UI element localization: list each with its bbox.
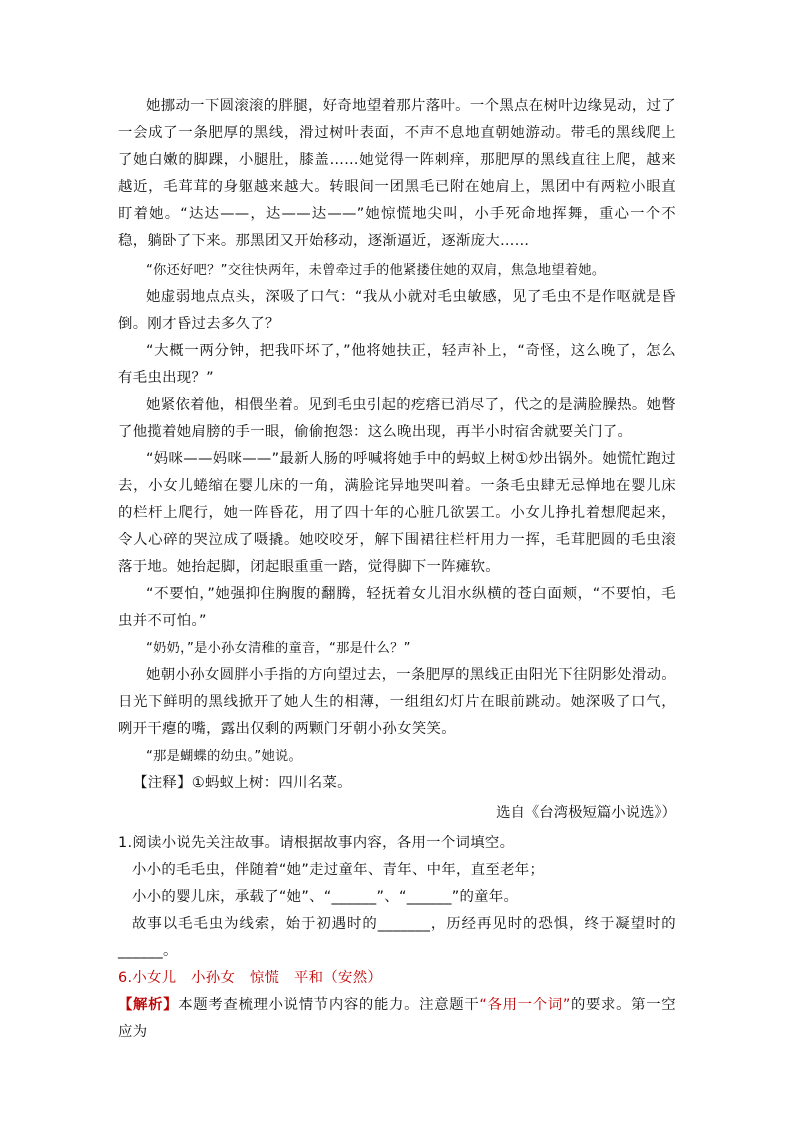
analysis-text-b: 的要求。第一空应为 (118, 997, 676, 1040)
story-paragraph-6: “妈咪——妈咪——”最新人肠的呼喊将她手中的蚂蚁上树①炒出锅外。她慌忙跑过去，小女儿蜷缩在婴儿床的一角，满脸诧异地哭叫着。一条毛虫肆无忌惮地在婴儿床的栏杆上爬行，她一阵昏花，用了四十年的心脏几欲罢工。小女儿挣扎着想爬起来，令人心碎的哭泣成了嗫撬。她咬咬牙，解下围裙往栏杆用力一挥，毛茸肥圆的毛虫滚落于地。她抬起脚，闭起眼重重一踏，觉得脚下一阵瘫软。 (118, 451, 676, 575)
story-paragraph-5: 她紧依着他，相偎坐着。见到毛虫引起的疙瘩已消尽了，代之的是满脸臊热。她瞥了他揽着她肩膀的手一眼，偷偷抱怨：这么晚出现，再半小时宿舍就要关门了。 (118, 397, 676, 440)
question-stem: 1.阅读小说先关注故事。请根据故事内容，各用一个词填空。 (118, 835, 515, 851)
question-line-2: 小小的婴儿床，承载了“她”、“______”、“______”的童年。 (132, 889, 519, 905)
story-paragraph-3: 她虚弱地点点头，深吸了口气：“我从小就对毛虫敏感，见了毛虫不是作呕就是昏倒。刚才昏过去多久了？ (118, 289, 676, 332)
story-paragraph-9: 她朝小孙女圆胖小手指的方向望过去，一条肥厚的黑线正由阳光下往阴影处滑动。日光下鲜明的黑线掀开了她人生的相薄，一组组幻灯片在眼前跳动。她深吸了口气，咧开干瘪的嘴，露出仅剩的两颗门牙朝小孙女笑笑。 (118, 667, 676, 737)
question-line-1: 小小的毛毛虫，伴随着“她”走过童年、青年、中年，直至老年； (132, 862, 545, 878)
story-paragraph-4: “大概一两分钟，把我吓坏了，”他将她扶正，轻声补上，“奇怪，这么晚了，怎么有毛虫出现？” (118, 343, 676, 386)
analysis-quote: “各用一个词” (479, 997, 571, 1013)
analysis-line (118, 992, 676, 1046)
analysis-label: 【解析】 (118, 997, 179, 1013)
story-source: 选自《台湾极短篇小说选》） (496, 805, 676, 821)
analysis-text-a: 本题考查梳理小说情节内容的能力。注意题干 (178, 997, 480, 1013)
question-line-3: 故事以毛毛虫为线索，始于初遇时的_______，历经再见时的恐惧，终于凝望时的______。 (118, 916, 676, 959)
story-paragraph-1: 她挪动一下圆滚滚的胖腿，好奇地望着那片落叶。一个黑点在树叶边缘晃动，过了一会成了一条肥厚的黑线，滑过树叶表面，不声不息地直朝她游动。带毛的黑线爬上了她白嫩的脚踝，小腿肚，膝盖……她觉得一阵刺痒，那肥厚的黑线直往上爬，越来越近，毛茸茸的身躯越来越大。转眼间一团黑毛已附在她肩上，黑团中有两粒小眼直盯着她。“达达——，达——达——”她惊慌地尖叫，小手死命地挥舞，重心一个不稳，躺卧了下来。那黑团又开始移动，逐渐逼近，逐渐庞大…… (118, 98, 676, 249)
answer-line: 6.小女儿 小孙女 惊慌 平和（安然） (118, 970, 383, 986)
underlined-sentence: “不要怕，”她强抑住胸腹的翻腾，轻抚着女儿泪水纵横的苍白面颊，“不要怕，毛虫并不可怕。” (118, 586, 676, 629)
story-paragraph-7-underlined (118, 581, 676, 635)
story-note: 【注释】①蚂蚁上树：四川名菜。 (133, 775, 352, 791)
story-paragraph-10: “那是蝴蝶的幼虫。”她说。 (146, 749, 303, 764)
story-paragraph-8: “奶奶，”是小孙女清稚的童音，“那是什么？” (146, 641, 411, 656)
story-paragraph-2: “你还好吧？”交往快两年，未曾牵过手的他紧搂住她的双肩，焦急地望着她。 (146, 263, 606, 278)
